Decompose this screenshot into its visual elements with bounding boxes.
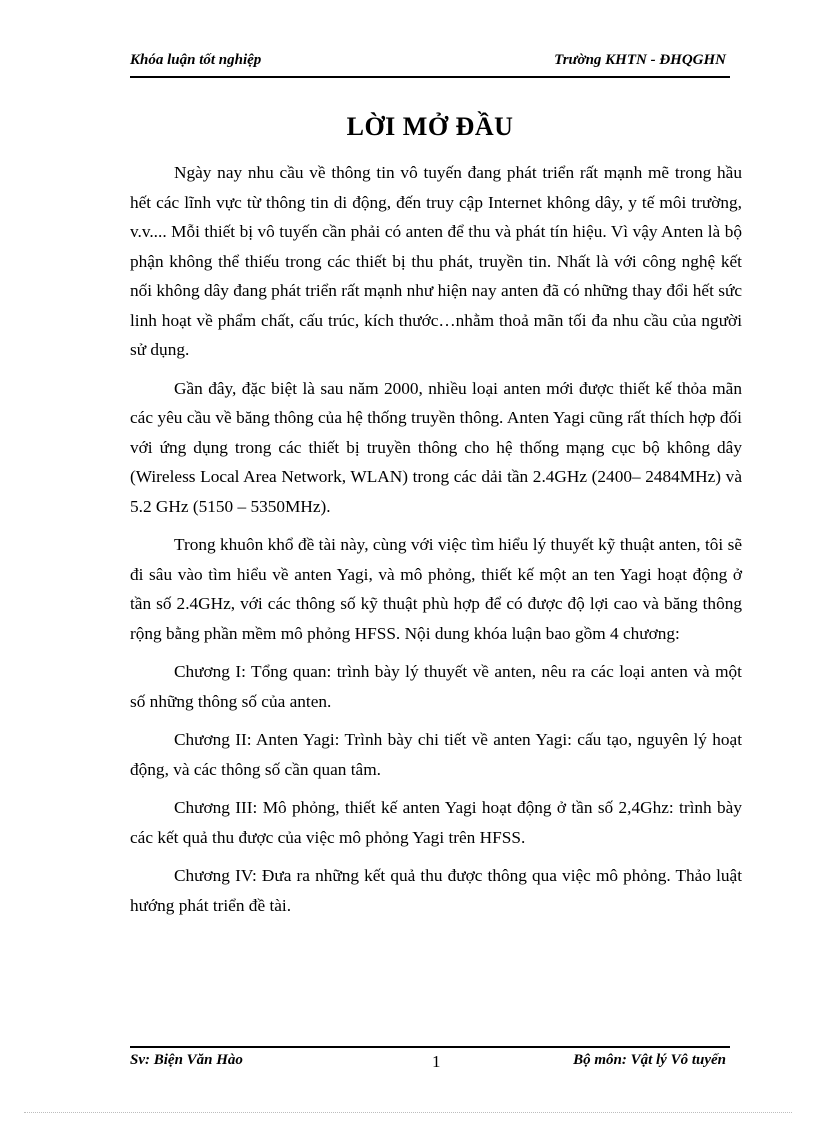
- page-header: [130, 52, 730, 76]
- paragraph-chapter-2: Chương II: Anten Yagi: Trình bày chi tiết về anten Yagi: cấu tạo, nguyên lý hoạt động, và các thông số cần quan tâm.: [130, 730, 742, 779]
- paragraph-scope: Trong khuôn khổ đề tài này, cùng với việc tìm hiểu lý thuyết kỹ thuật anten, tôi sẽ đi sâu vào tìm hiểu về anten Yagi, và mô phỏng, thiết kế một an ten Yagi hoạt động ở tần số 2.4GHz, với các thông số kỹ thuật phù hợp để có được độ lợi cao và băng thông rộng bằng phần mềm mô phỏng HFSS. Nội dung khóa luận bao gồm 4 chương:: [130, 535, 742, 643]
- footer-rule: [130, 1046, 730, 1048]
- page-footer: [130, 1052, 730, 1076]
- paragraph-chapter-4: Chương IV: Đưa ra những kết quả thu được thông qua việc mô phỏng. Thảo luật hướng phát triển đề tài.: [130, 866, 742, 915]
- paragraph-intro: Ngày nay nhu cầu về thông tin vô tuyến đang phát triển rất mạnh mẽ trong hầu hết các lĩnh vực từ thông tin di động, đến truy cập Internet không dây, y tế môi trường, v.v.... Mỗi thiết bị vô tuyến cần phải có anten để thu và phát tín hiệu. Vì vậy Anten là bộ phận không thể thiếu trong các thiết bị thu phát, truyền tin. Nhất là với công nghệ kết nối không dây đang phát triển rất mạnh như hiện nay anten đã có những thay đổi hết sức linh hoạt về phẩm chất, cấu trúc, kích thước…nhằm thoả mãn tối đa nhu cầu của người sử dụng.: [130, 163, 742, 359]
- header-rule: [130, 76, 730, 78]
- paragraph-background: Gần đây, đặc biệt là sau năm 2000, nhiều loại anten mới được thiết kế thỏa mãn các yêu cầu về băng thông của hệ thống truyền thông. Anten Yagi cũng rất thích hợp đối với ứng dụng trong các thiết bị truyền thông cho hệ thống mạng cục bộ không dây (Wireless Local Area Network, WLAN) trong các dải tần 2.4GHz (2400– 2484MHz) và 5.2 GHz (5150 – 5350MHz).: [130, 378, 742, 516]
- footer-student-name: Sv: Biện Văn Hào: [130, 1052, 243, 1068]
- page-number: 1: [432, 1052, 441, 1071]
- paragraph-chapter-3: Chương III: Mô phỏng, thiết kế anten Yagi hoạt động ở tần số 2,4Ghz: trình bày các kết quả thu được của việc mô phỏng Yagi trên HFSS.: [130, 798, 742, 847]
- document-body: [130, 158, 742, 929]
- header-thesis-label: Khóa luận tốt nghiệp: [130, 52, 262, 68]
- header-university-label: Trường KHTN - ĐHQGHN: [554, 52, 726, 68]
- footer-department: Bộ môn: Vật lý Vô tuyến: [573, 1052, 726, 1068]
- page-bottom-dotted-line: [24, 1112, 792, 1113]
- paragraph-chapter-1: Chương I: Tổng quan: trình bày lý thuyết về anten, nêu ra các loại anten và một số những thông số của anten.: [130, 662, 742, 711]
- page-title: LỜI MỞ ĐẦU: [346, 112, 514, 141]
